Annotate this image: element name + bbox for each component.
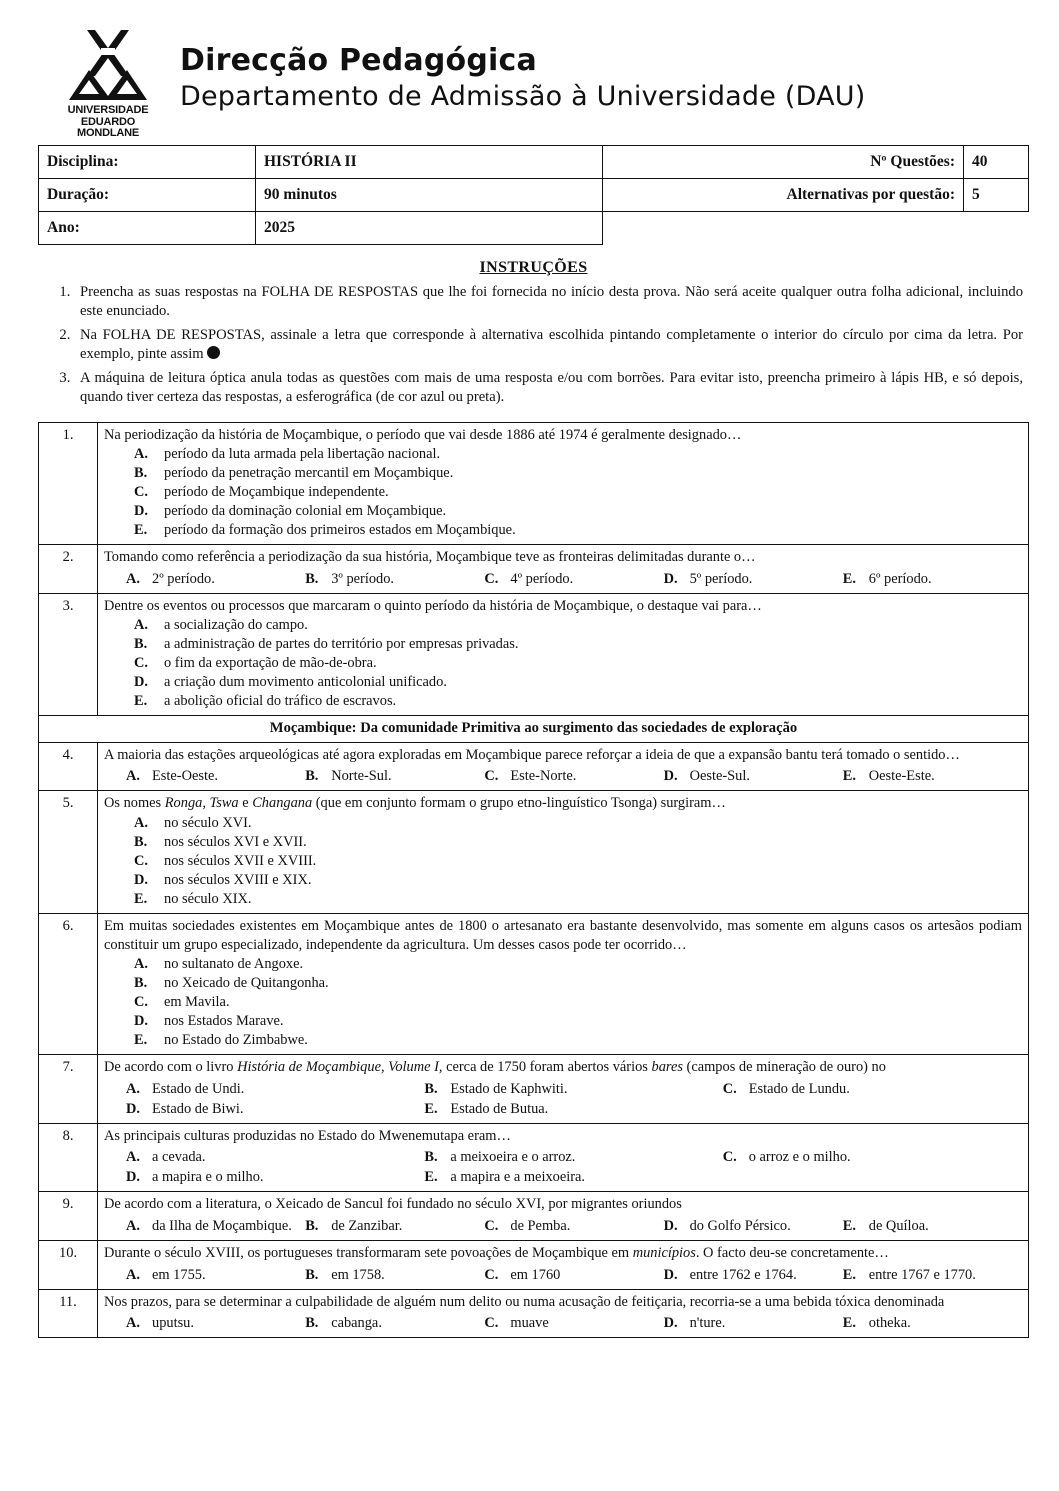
question-row bbox=[39, 1055, 1029, 1124]
university-logo bbox=[54, 22, 162, 139]
option-letter: C. bbox=[484, 768, 499, 785]
question-stem: De acordo com o livro História de Moçambique, Volume I, cerca de 1750 foram abertos vários bares (campos de mineração de ouro) no bbox=[104, 1059, 886, 1076]
option-letter: A. bbox=[126, 768, 140, 785]
option-letter: E. bbox=[842, 1315, 856, 1332]
option-text: a socialização do campo. bbox=[164, 617, 308, 634]
option-text: Norte-Sul. bbox=[331, 768, 392, 785]
option-item[interactable] bbox=[134, 502, 1022, 521]
option-text: no sultanato de Angoxe. bbox=[164, 956, 304, 973]
option-text: a abolição oficial do tráfico de escravos. bbox=[164, 693, 397, 710]
question-body bbox=[98, 593, 1029, 716]
uem-emblem-icon bbox=[65, 26, 151, 104]
option-letter: C. bbox=[134, 655, 148, 672]
option-item[interactable] bbox=[305, 569, 484, 589]
option-letter: E. bbox=[424, 1169, 438, 1186]
option-letter: A. bbox=[134, 815, 148, 832]
option-item[interactable] bbox=[134, 814, 1022, 833]
option-text: período da dominação colonial em Moçambique. bbox=[164, 503, 447, 520]
questoes-label: Nº Questões: bbox=[603, 145, 964, 178]
option-item[interactable] bbox=[664, 1265, 843, 1285]
question-stem: Em muitas sociedades existentes em Moçambique antes de 1800 o artesanato era bastante desenvolvido, mas somente em alguns casos os artesãos podiam constituir um grupo especializado, independente da agricultura. Um desses casos pode ter ocorrido… bbox=[104, 918, 1022, 953]
option-list bbox=[104, 955, 1022, 1050]
option-item[interactable] bbox=[843, 1313, 1022, 1333]
option-letter: A. bbox=[126, 1266, 140, 1283]
option-letter: D. bbox=[134, 872, 148, 889]
question-number: 7. bbox=[39, 1055, 98, 1124]
option-text: a criação dum movimento anticolonial unificado. bbox=[164, 674, 447, 691]
option-text: a mapira e o milho. bbox=[152, 1169, 264, 1186]
question-row bbox=[39, 593, 1029, 716]
option-item[interactable] bbox=[126, 1079, 424, 1099]
option-letter: B. bbox=[305, 570, 319, 587]
question-body bbox=[98, 1241, 1029, 1290]
option-item[interactable] bbox=[664, 1313, 843, 1333]
option-letter: B. bbox=[424, 1080, 438, 1097]
question-body bbox=[98, 1123, 1029, 1192]
option-item[interactable] bbox=[126, 1147, 424, 1167]
option-item[interactable] bbox=[843, 1216, 1022, 1236]
option-letter: A. bbox=[126, 1218, 140, 1235]
option-list bbox=[126, 766, 1022, 786]
instructions-title: INSTRUÇÕES bbox=[479, 258, 588, 276]
option-letter: C. bbox=[134, 853, 148, 870]
question-stem: Dentre os eventos ou processos que marcaram o quinto período da história de Moçambique, o destaque vai para… bbox=[104, 597, 762, 614]
option-text: a mapira e a meixoeira. bbox=[450, 1169, 585, 1186]
option-text: período da luta armada pela libertação nacional. bbox=[164, 446, 441, 463]
option-item[interactable] bbox=[305, 1265, 484, 1285]
option-letter: D. bbox=[126, 1100, 140, 1117]
instructions-list bbox=[44, 283, 1023, 408]
alternativas-value: 5 bbox=[964, 178, 1029, 211]
question-number: 1. bbox=[39, 422, 98, 545]
option-text: nos Estados Marave. bbox=[164, 1013, 284, 1030]
question-stem: Durante o século XVIII, os portugueses transformaram sete povoações de Moçambique em municípios. O facto deu-se concretamente… bbox=[104, 1245, 889, 1262]
option-letter: D. bbox=[134, 503, 148, 520]
option-letter: D. bbox=[663, 1266, 678, 1283]
question-row bbox=[39, 1123, 1029, 1192]
option-letter: E. bbox=[842, 1218, 856, 1235]
option-item[interactable] bbox=[134, 871, 1022, 890]
option-item[interactable] bbox=[134, 692, 1022, 711]
option-text: de Zanzibar. bbox=[331, 1218, 403, 1235]
question-number: 4. bbox=[39, 742, 98, 791]
option-text: da Ilha de Moçambique. bbox=[152, 1218, 292, 1235]
filled-circle-icon bbox=[207, 346, 220, 359]
option-item[interactable] bbox=[424, 1099, 722, 1119]
question-stem: Tomando como referência a periodização da sua história, Moçambique teve as fronteiras delimitadas durante o… bbox=[104, 549, 756, 566]
option-item[interactable] bbox=[723, 1079, 1021, 1099]
option-text: em 1758. bbox=[331, 1266, 385, 1283]
option-text: de Pemba. bbox=[510, 1218, 571, 1235]
option-item[interactable] bbox=[843, 766, 1022, 786]
option-list bbox=[126, 569, 1022, 589]
option-letter: B. bbox=[424, 1149, 438, 1166]
option-text: cabanga. bbox=[331, 1315, 382, 1332]
option-text: Este-Oeste. bbox=[152, 768, 218, 785]
option-letter: C. bbox=[134, 994, 148, 1011]
option-letter: B. bbox=[134, 975, 148, 992]
option-item[interactable] bbox=[305, 1313, 484, 1333]
option-letter: A. bbox=[134, 956, 148, 973]
option-letter: D. bbox=[663, 1218, 678, 1235]
option-item[interactable] bbox=[484, 1265, 663, 1285]
question-row bbox=[39, 1289, 1029, 1338]
question-number: 2. bbox=[39, 545, 98, 594]
option-list bbox=[104, 616, 1022, 711]
option-letter: D. bbox=[663, 1315, 678, 1332]
question-row bbox=[39, 742, 1029, 791]
option-list bbox=[126, 1313, 1022, 1333]
ano-value: 2025 bbox=[256, 211, 603, 244]
option-item[interactable] bbox=[126, 569, 305, 589]
option-item[interactable] bbox=[134, 616, 1022, 635]
meta-row-disciplina bbox=[39, 145, 1029, 178]
ano-label: Ano: bbox=[39, 211, 256, 244]
option-text: 4º período. bbox=[510, 570, 574, 587]
option-text: período de Moçambique independente. bbox=[164, 484, 389, 501]
option-list bbox=[104, 445, 1022, 540]
option-text: em 1755. bbox=[152, 1266, 206, 1283]
option-text: Estado de Undi. bbox=[152, 1080, 245, 1097]
option-text: período da penetração mercantil em Moçambique. bbox=[164, 465, 454, 482]
option-letter: A. bbox=[126, 1080, 140, 1097]
option-text: otheka. bbox=[868, 1315, 911, 1332]
question-number: 3. bbox=[39, 593, 98, 716]
option-item[interactable] bbox=[843, 1265, 1022, 1285]
option-letter: E. bbox=[134, 891, 148, 908]
option-item[interactable] bbox=[664, 569, 843, 589]
option-letter: E. bbox=[842, 570, 856, 587]
question-body bbox=[98, 422, 1029, 545]
section-banner-row bbox=[39, 716, 1029, 743]
option-item[interactable] bbox=[134, 445, 1022, 464]
option-letter: A. bbox=[126, 1315, 140, 1332]
option-text: no século XIX. bbox=[164, 891, 252, 908]
instruction-item-2-text: Na FOLHA DE RESPOSTAS, assinale a letra que corresponde à alternativa escolhida pintando completamente o interior do círculo por cima da letra. Por exemplo, pinte assim bbox=[80, 326, 1023, 362]
option-text: a administração de partes do território por empresas privadas. bbox=[164, 636, 519, 653]
question-body bbox=[98, 1192, 1029, 1241]
option-item[interactable] bbox=[484, 1313, 663, 1333]
question-row bbox=[39, 791, 1029, 914]
question-stem: A maioria das estações arqueológicas até agora exploradas em Moçambique parece reforçar a ideia de que a expansão bantu terá tomado o sentido… bbox=[104, 746, 960, 763]
option-text: 5º período. bbox=[689, 570, 753, 587]
option-item[interactable] bbox=[134, 654, 1022, 673]
option-list bbox=[104, 814, 1022, 909]
question-body bbox=[98, 545, 1029, 594]
option-letter: C. bbox=[134, 484, 148, 501]
meta-spacer-1 bbox=[603, 211, 964, 244]
option-item[interactable] bbox=[843, 569, 1022, 589]
option-letter: D. bbox=[663, 768, 678, 785]
question-row bbox=[39, 545, 1029, 594]
question-number: 9. bbox=[39, 1192, 98, 1241]
option-item[interactable] bbox=[664, 1216, 843, 1236]
option-letter: B. bbox=[305, 1315, 319, 1332]
questions-table bbox=[38, 422, 1029, 1339]
option-text: Estado de Butua. bbox=[450, 1100, 549, 1117]
question-stem: As principais culturas produzidas no Estado do Mwenemutapa eram… bbox=[104, 1127, 511, 1144]
option-item[interactable] bbox=[126, 1167, 424, 1187]
option-text: a cevada. bbox=[152, 1149, 206, 1166]
alternativas-label: Alternativas por questão: bbox=[603, 178, 964, 211]
meta-row-duracao bbox=[39, 178, 1029, 211]
page-subtitle: Departamento de Admissão à Universidade (DAU) bbox=[180, 81, 866, 112]
option-letter: B. bbox=[134, 636, 148, 653]
option-item[interactable] bbox=[305, 766, 484, 786]
option-item[interactable] bbox=[134, 521, 1022, 540]
header-titles bbox=[162, 22, 865, 114]
logo-line-2: EDUARDO bbox=[80, 115, 136, 128]
option-text: Este-Norte. bbox=[510, 768, 577, 785]
option-list bbox=[126, 1147, 1022, 1187]
meta-row-ano bbox=[39, 211, 1029, 244]
option-letter: B. bbox=[134, 465, 148, 482]
option-letter: D. bbox=[134, 674, 148, 691]
question-number: 10. bbox=[39, 1241, 98, 1290]
option-text: a meixoeira e o arroz. bbox=[450, 1149, 576, 1166]
question-row bbox=[39, 1192, 1029, 1241]
logo-line-3: MONDLANE bbox=[77, 127, 139, 139]
option-item[interactable] bbox=[126, 1313, 305, 1333]
option-item[interactable] bbox=[134, 974, 1022, 993]
option-letter: E. bbox=[134, 522, 148, 539]
question-stem: De acordo com a literatura, o Xeicado de Sancul foi fundado no século XVI, por migrantes oriundos bbox=[104, 1196, 682, 1213]
option-item[interactable] bbox=[305, 1216, 484, 1236]
option-letter: A. bbox=[126, 570, 140, 587]
option-text: de Quíloa. bbox=[868, 1218, 929, 1235]
question-body bbox=[98, 742, 1029, 791]
question-row bbox=[39, 422, 1029, 545]
option-item[interactable] bbox=[664, 766, 843, 786]
option-item[interactable] bbox=[134, 464, 1022, 483]
option-letter: E. bbox=[842, 1266, 856, 1283]
option-item[interactable] bbox=[424, 1079, 722, 1099]
duracao-label: Duração: bbox=[39, 178, 256, 211]
option-text: o fim da exportação de mão-de-obra. bbox=[164, 655, 377, 672]
question-body bbox=[98, 914, 1029, 1055]
option-item[interactable] bbox=[424, 1167, 722, 1187]
question-body bbox=[98, 1289, 1029, 1338]
disciplina-value: HISTÓRIA II bbox=[256, 145, 603, 178]
instruction-item-3: 3. A máquina de leitura óptica anula todas as questões com mais de uma resposta e/ou com borrões. Para evitar isto, preencha primeiro à lápis HB, e só depois, quando tiver certeza das respostas, a esferográfica (de cor azul ou preta). bbox=[74, 369, 1023, 408]
option-letter: A. bbox=[134, 617, 148, 634]
option-text: o arroz e o milho. bbox=[748, 1149, 851, 1166]
question-number: 11. bbox=[39, 1289, 98, 1338]
option-item[interactable] bbox=[134, 1012, 1022, 1031]
question-stem: Na periodização da história de Moçambique, o período que vai desde 1886 até 1974 é geralmente designado… bbox=[104, 426, 742, 443]
option-letter: A. bbox=[126, 1149, 140, 1166]
option-list bbox=[126, 1079, 1022, 1119]
option-item[interactable] bbox=[134, 635, 1022, 654]
option-item[interactable] bbox=[484, 569, 663, 589]
question-number: 5. bbox=[39, 791, 98, 914]
option-item[interactable] bbox=[484, 766, 663, 786]
option-text: Oeste-Sul. bbox=[689, 768, 750, 785]
option-text: Oeste-Este. bbox=[868, 768, 935, 785]
option-text: Estado de Lundu. bbox=[748, 1080, 850, 1097]
meta-spacer-2 bbox=[964, 211, 1029, 244]
option-letter: C. bbox=[722, 1080, 737, 1097]
document-header bbox=[38, 22, 1029, 139]
option-text: 3º período. bbox=[331, 570, 394, 587]
option-text: em 1760 bbox=[510, 1266, 561, 1283]
question-row bbox=[39, 914, 1029, 1055]
option-item[interactable] bbox=[134, 955, 1022, 974]
question-body bbox=[98, 791, 1029, 914]
option-text: período da formação dos primeiros estados em Moçambique. bbox=[164, 522, 516, 539]
option-item[interactable] bbox=[134, 1031, 1022, 1050]
option-letter: C. bbox=[484, 1266, 499, 1283]
option-letter: D. bbox=[663, 570, 678, 587]
option-text: Estado de Kaphwiti. bbox=[450, 1080, 568, 1097]
option-item[interactable] bbox=[424, 1147, 722, 1167]
option-text: 2º período. bbox=[152, 570, 215, 587]
option-letter: C. bbox=[722, 1149, 737, 1166]
option-item[interactable] bbox=[126, 1216, 305, 1236]
option-list bbox=[126, 1216, 1022, 1236]
option-item[interactable] bbox=[126, 1265, 305, 1285]
option-item[interactable] bbox=[484, 1216, 663, 1236]
option-item[interactable] bbox=[134, 833, 1022, 852]
option-text: entre 1762 e 1764. bbox=[689, 1266, 797, 1283]
option-letter: B. bbox=[305, 768, 319, 785]
option-letter: D. bbox=[134, 1013, 148, 1030]
question-number: 8. bbox=[39, 1123, 98, 1192]
option-item[interactable] bbox=[134, 483, 1022, 502]
option-letter: B. bbox=[134, 834, 148, 851]
option-text: em Mavila. bbox=[164, 994, 230, 1011]
duracao-value: 90 minutos bbox=[256, 178, 603, 211]
option-text: 6º período. bbox=[868, 570, 932, 587]
question-body bbox=[98, 1055, 1029, 1124]
option-item[interactable] bbox=[126, 766, 305, 786]
option-item[interactable] bbox=[134, 890, 1022, 909]
option-text: nos séculos XVI e XVII. bbox=[164, 834, 307, 851]
option-item[interactable] bbox=[723, 1147, 1021, 1167]
option-letter: A. bbox=[134, 446, 148, 463]
option-text: entre 1767 e 1770. bbox=[868, 1266, 976, 1283]
section-banner: Moçambique: Da comunidade Primitiva ao surgimento das sociedades de exploração bbox=[39, 716, 1029, 743]
option-text: n'ture. bbox=[689, 1315, 726, 1332]
option-text: Estado de Biwi. bbox=[152, 1100, 244, 1117]
exam-meta-table bbox=[38, 145, 1029, 245]
logo-line-1: UNIVERSIDADE bbox=[67, 104, 149, 116]
option-text: uputsu. bbox=[152, 1315, 194, 1332]
option-item[interactable] bbox=[134, 993, 1022, 1012]
option-item[interactable] bbox=[126, 1099, 424, 1119]
option-letter: E. bbox=[424, 1100, 438, 1117]
option-letter: B. bbox=[305, 1218, 319, 1235]
option-letter: E. bbox=[842, 768, 856, 785]
instruction-item-1: 1. Preencha as suas respostas na FOLHA DE RESPOSTAS que lhe foi fornecida no início desta prova. Não será aceite qualquer outra folha adicional, incluindo este enunciado. bbox=[74, 283, 1023, 322]
option-text: nos séculos XVII e XVIII. bbox=[164, 853, 317, 870]
page-title: Direcção Pedagógica bbox=[180, 43, 537, 78]
option-item[interactable] bbox=[134, 673, 1022, 692]
option-letter: E. bbox=[134, 693, 148, 710]
option-letter: E. bbox=[134, 1032, 148, 1049]
option-text: nos séculos XVIII e XIX. bbox=[164, 872, 312, 889]
disciplina-label: Disciplina: bbox=[39, 145, 256, 178]
option-text: muave bbox=[510, 1315, 549, 1332]
instruction-item-2 bbox=[74, 326, 1023, 365]
option-letter: B. bbox=[305, 1266, 319, 1283]
option-letter: C. bbox=[484, 1218, 499, 1235]
option-text: no Xeicado de Quitangonha. bbox=[164, 975, 329, 992]
option-letter: D. bbox=[126, 1169, 140, 1186]
option-text: no século XVI. bbox=[164, 815, 252, 832]
option-text: no Estado do Zimbabwe. bbox=[164, 1032, 308, 1049]
option-letter: C. bbox=[484, 1315, 499, 1332]
option-item[interactable] bbox=[134, 852, 1022, 871]
question-number: 6. bbox=[39, 914, 98, 1055]
option-list bbox=[126, 1265, 1022, 1285]
option-text: do Golfo Pérsico. bbox=[689, 1218, 791, 1235]
question-row bbox=[39, 1241, 1029, 1290]
option-letter: C. bbox=[484, 570, 499, 587]
question-stem: Os nomes Ronga, Tswa e Changana (que em conjunto formam o grupo etno-linguístico Tsonga) surgiram… bbox=[104, 795, 726, 812]
questoes-value: 40 bbox=[964, 145, 1029, 178]
question-stem: Nos prazos, para se determinar a culpabilidade de alguém num delito ou numa acusação de feitiçaria, recorria-se a uma bebida tóxica denominada bbox=[104, 1293, 945, 1310]
